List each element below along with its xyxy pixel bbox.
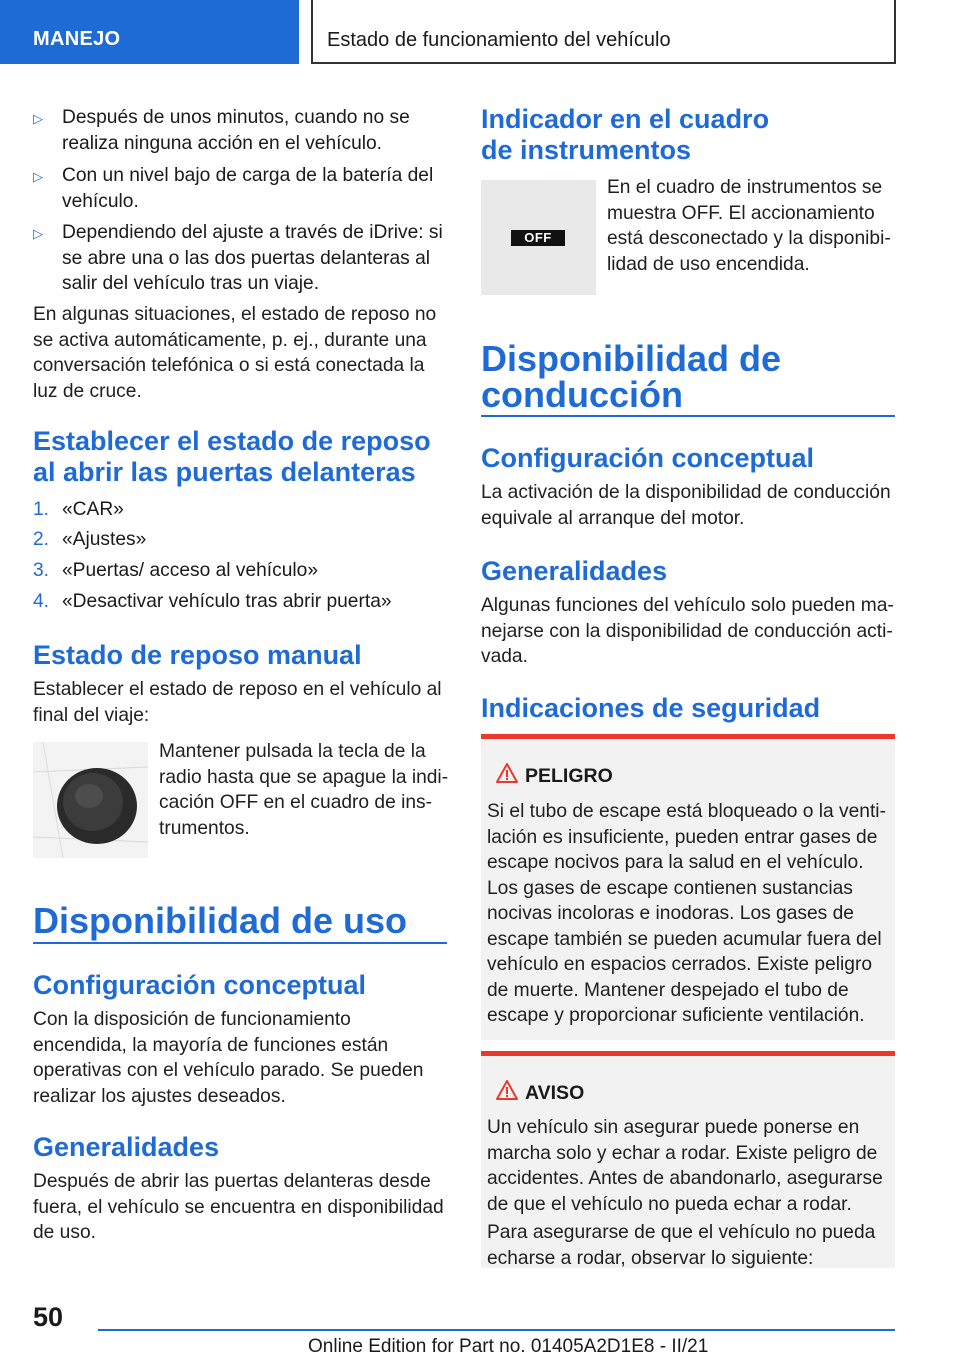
footer-edition: Online Edition for Part no. 01405A2D1E8 - II/21	[308, 1336, 709, 1357]
chapter-heading: Disponibilidad de conducción	[481, 338, 782, 415]
paragraph: En algunas situaciones, el estado de reposo no se activa automáticamente, p. ej., durante una conversación telefónica o si está conectada la luz de cruce.	[33, 304, 437, 402]
radio-button-photo	[33, 742, 148, 858]
triangle-bullet-icon: ▷	[33, 169, 43, 184]
step-number: 4.	[33, 591, 50, 612]
header-section-label: MANEJO	[33, 28, 121, 50]
header-section-tab	[0, 0, 299, 64]
step-text: «Puertas/ acceso al vehículo»	[62, 560, 318, 581]
chapter-heading: Disponibilidad de uso	[33, 900, 408, 941]
notice-title: AVISO	[525, 1082, 585, 1104]
bullet-text: Después de unos minutos, cuando no se realiza ninguna acción en el vehículo.	[62, 107, 410, 154]
section-heading: Configuración conceptual	[481, 443, 815, 473]
header-chapter-box	[311, 0, 896, 64]
step-text: «CAR»	[62, 499, 124, 520]
warning-triangle-icon	[496, 1080, 518, 1100]
page-number: 50	[33, 1302, 64, 1332]
step-text: «Ajustes»	[62, 529, 147, 550]
paragraph: Con la disposición de funcionamiento encendida, la mayoría de funciones están operativas con el vehículo parado. Se pueden realizar los ajustes deseados.	[33, 1009, 424, 1107]
danger-text: Si el tubo de escape está bloqueado o la ventilación es insuficiente, pueden entrar gases de escape nocivos para la salud en el vehículo. Los gases de escape contienen sustancias nocivas incoloras e inodoras. Los gases de escape también se pueden acumular fuera del vehículo en espacios cerrados. Existe peligro de muerte. Mantener despejado el tubo de escape y proporcionar suficiente ventilación.	[487, 801, 886, 1026]
section-heading: Configuración conceptual	[33, 970, 367, 1000]
danger-title: PELIGRO	[525, 765, 613, 787]
section-heading: Indicador en el cuadro de instrumentos	[481, 104, 770, 165]
danger-box	[481, 734, 895, 1040]
step-number: 1.	[33, 499, 50, 520]
off-indicator: OFF	[511, 230, 565, 246]
section-heading: Generalidades	[481, 556, 668, 586]
heading-rule	[33, 942, 447, 944]
step-text: «Desactivar vehículo tras abrir puerta»	[62, 591, 392, 612]
step-number: 2.	[33, 529, 50, 550]
warning-triangle-icon	[496, 763, 518, 783]
notice-box	[481, 1051, 895, 1268]
section-heading: Indicaciones de seguridad	[481, 693, 821, 723]
section-heading: Establecer el estado de reposo al abrir las puertas delanteras	[33, 426, 431, 487]
bullet-text: Con un nivel bajo de carga de la batería del vehículo.	[62, 165, 434, 212]
notice-text-2: Para asegurarse de que el vehículo no pueda echarse a rodar, observar lo siguiente:	[487, 1222, 876, 1269]
notice-text: Un vehículo sin asegurar puede ponerse en marcha solo y echar a rodar. Existe peligro de accidentes. Antes de abandonarlo, asegurarse de que el vehículo no pueda echar a rodar.	[487, 1117, 883, 1215]
paragraph: La activación de la disponibilidad de conducción equivale al arranque del motor.	[481, 482, 891, 529]
heading-rule	[481, 415, 895, 417]
step-number: 3.	[33, 560, 50, 581]
paragraph: Establecer el estado de reposo en el vehículo al final del viaje:	[33, 679, 442, 726]
header-chapter-label: Estado de funcionamiento del vehículo	[327, 29, 671, 51]
section-heading: Generalidades	[33, 1132, 220, 1162]
paragraph: Mantener pulsada la tecla de la radio hasta que se apague la indicación OFF en el cuadro de instrumentos.	[159, 741, 449, 839]
triangle-bullet-icon: ▷	[33, 111, 43, 126]
paragraph: Después de abrir las puertas delanteras desde fuera, el vehículo se encuentra en disponibilidad de uso.	[33, 1171, 444, 1243]
paragraph: En el cuadro de instrumentos se muestra OFF. El accionamiento está desconectado y la disponibilidad de uso encendida.	[607, 177, 891, 275]
section-heading: Estado de reposo manual	[33, 640, 362, 670]
footer-rule	[98, 1329, 895, 1331]
bullet-text: Dependiendo del ajuste a través de iDrive: si se abre una o las dos puertas delanteras al salir del vehículo tras un viaje.	[62, 222, 443, 294]
instrument-cluster-image	[481, 180, 596, 295]
triangle-bullet-icon: ▷	[33, 226, 43, 241]
paragraph: Algunas funciones del vehículo solo pueden manejarse con la disponibilidad de conducción activada.	[481, 595, 894, 667]
